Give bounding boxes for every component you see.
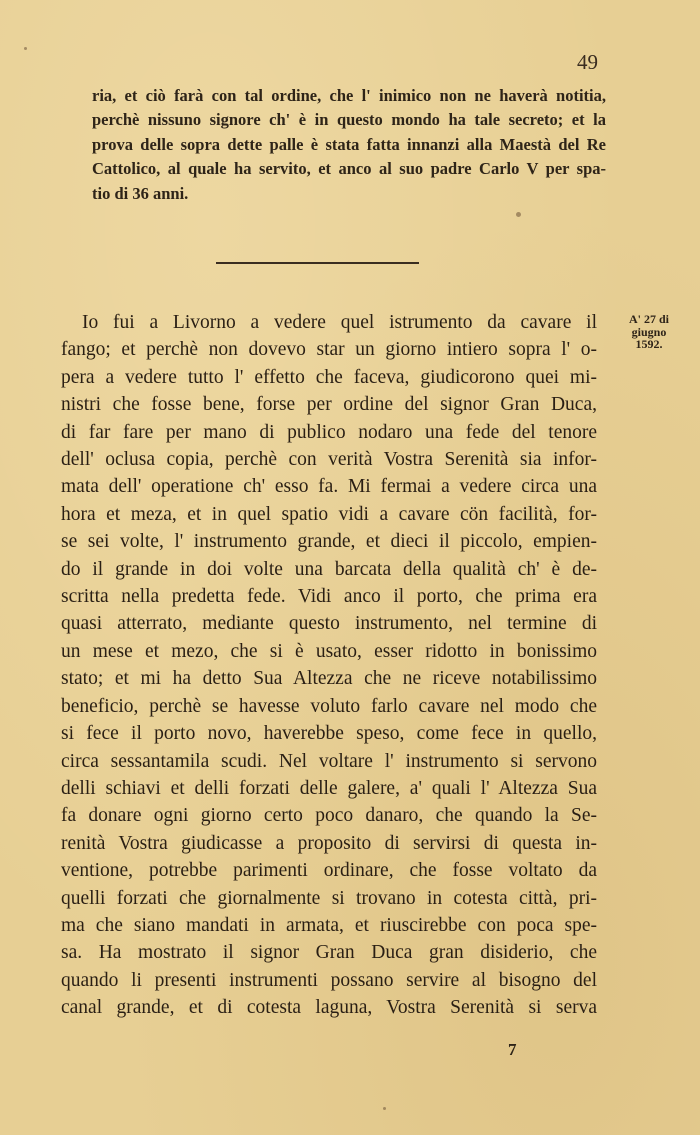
margin-note-line: giugno [631,324,667,339]
page-number: 49 [577,50,598,74]
text-line: tio di 36 anni. [92,183,189,203]
text-line: quelli forzati che giornalmente si trovano in cotesta città, pri- [61,887,597,909]
top-paragraph [92,84,606,206]
section-divider [216,262,419,264]
text-line: un mese et mezo, che si è usato, esser ridotto in bonissimo [61,640,597,662]
text-line: quasi atterrato, mediante questo instrumento, nel termine di [61,613,597,635]
text-line: beneficio, perchè se havesse voluto farlo cavare nel modo che [61,695,597,717]
text-line: scritta nella predetta fede. Vidi anco il porto, che prima era [61,586,597,608]
text-line: Cattolico, al quale ha servito, et anco al suo padre Carlo V per spa- [92,159,606,179]
text-line: ma che siano mandati in armata, et riuscirebbe con poca spe- [61,914,597,936]
paper-speck [383,1107,386,1110]
text-line: fango; et perchè non dovevo star un giorno intiero sopra l' o- [61,339,597,361]
paper-speck [516,212,521,217]
text-line: quando li presenti instrumenti possano servire al bisogno del [61,969,597,991]
text-line: delli schiavi et delli forzati delle galere, a' quali l' Altezza Sua [61,777,597,799]
text-line: se sei volte, l' instrumento grande, et dieci il piccolo, empien- [61,531,597,553]
text-line: mata dell' operatione ch' esso fa. Mi fermai a vedere circa una [61,476,597,498]
margin-date-note [604,313,694,351]
text-line: circa sessantamila scudi. Nel voltare l' instrumento si servono [61,750,597,772]
text-line: fa donare ogni giorno certo poco danaro, che quando la Se- [61,805,597,827]
text-line: si fece il porto novo, haverebbe speso, come fece in quello, [61,723,597,745]
text-line: pera a vedere tutto l' effetto che faceva, giudicorono quei mi- [61,366,597,388]
text-line: nistri che fosse bene, forse per ordine del signor Gran Duca, [61,394,597,416]
text-line: dell' oclusa copia, perchè con verità Vostra Serenità sia infor- [61,449,597,471]
text-line: stato; et mi ha detto Sua Altezza che ne riceve notabilissimo [61,668,597,690]
text-line: ventione, potrebbe parimenti ordinare, che fosse voltato da [61,860,597,882]
text-line: Io fui a Livorno a vedere quel istrumento da cavare il [82,312,597,333]
signature-mark: 7 [508,1040,517,1059]
paper-speck [24,47,27,50]
margin-note-line: 1592. [635,337,663,351]
main-paragraph [61,309,597,1022]
text-line: do il grande in doi volte una barcata della qualità ch' è de- [61,558,597,580]
text-line: hora et meza, et in quel spatio vidi a cavare cön facilità, for- [61,503,597,525]
text-line: sa. Ha mostrato il signor Gran Duca gran disiderio, che [61,942,597,964]
text-line: perchè nissuno signore ch' è in questo mondo ha tale secreto; et la [92,110,606,130]
text-line: prova delle sopra dette palle è stata fatta innanzi alla Maestà del Re [92,134,606,154]
text-line: renità Vostra giudicasse a proposito di servirsi di questa in- [61,832,597,854]
text-line: ria, et ciò farà con tal ordine, che l' inimico non ne haverà notitia, [92,86,606,105]
text-line: di far fare per mano di publico nodaro una fede del tenore [61,421,597,443]
margin-note-line: A' 27 di [628,312,669,326]
text-line: canal grande, et di cotesta laguna, Vostra Serenità si serva [61,997,597,1019]
